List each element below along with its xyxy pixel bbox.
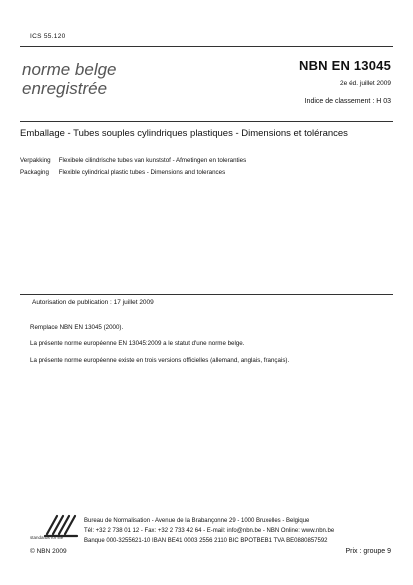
classification-index: Indice de classement : H 03 bbox=[304, 98, 391, 105]
publication-divider bbox=[20, 294, 393, 295]
title-dutch-text: Flexibele cilindrische tubes van kunststof - Afmetingen en toleranties bbox=[58, 157, 247, 164]
logo-caption: standards for life bbox=[30, 535, 64, 540]
title-dutch-lang: Verpakking bbox=[20, 157, 51, 164]
address-line-1: Bureau de Normalisation - Avenue de la Brabançonne 29 - 1000 Bruxelles - Belgique bbox=[84, 518, 310, 524]
brand-line-1: norme belge bbox=[22, 60, 117, 79]
title-english bbox=[20, 169, 225, 176]
address-line-3: Banque 000-3255621-10 IBAN BE41 0003 2556 2110 BIC BPOTBEB1 TVA BE0880857592 bbox=[84, 538, 328, 544]
title-divider bbox=[20, 121, 393, 122]
title-english-lang: Packaging bbox=[20, 169, 49, 176]
top-divider bbox=[20, 46, 393, 47]
copyright: © NBN 2009 bbox=[30, 548, 67, 555]
standard-number: NBN EN 13045 bbox=[299, 58, 391, 73]
edition-date: 2e éd. juillet 2009 bbox=[340, 80, 391, 87]
title-dutch bbox=[20, 157, 246, 164]
address-line-2: Tél: +32 2 738 01 12 - Fax: +32 2 733 42 64 - E-mail: info@nbn.be - NBN Online: www.nbn.be bbox=[84, 528, 335, 534]
brand-line-2: enregistrée bbox=[22, 79, 108, 98]
title-french: Emballage - Tubes souples cylindriques plastiques - Dimensions et tolérances bbox=[20, 128, 348, 139]
ics-code: ICS 55.120 bbox=[30, 33, 66, 40]
title-english-text: Flexible cylindrical plastic tubes - Dimensions and tolerances bbox=[58, 169, 226, 176]
versions-note: La présente norme européenne existe en trois versions officielles (allemand, anglais, français). bbox=[30, 357, 290, 364]
publication-date: Autorisation de publication : 17 juillet 2009 bbox=[32, 299, 154, 306]
status-note: La présente norme européenne EN 13045:2009 a le statut d'une norme belge. bbox=[30, 340, 245, 347]
replaces-note: Remplace NBN EN 13045 (2000). bbox=[30, 324, 124, 331]
brand-title bbox=[22, 60, 117, 98]
price-group: Prix : groupe 9 bbox=[345, 548, 391, 555]
